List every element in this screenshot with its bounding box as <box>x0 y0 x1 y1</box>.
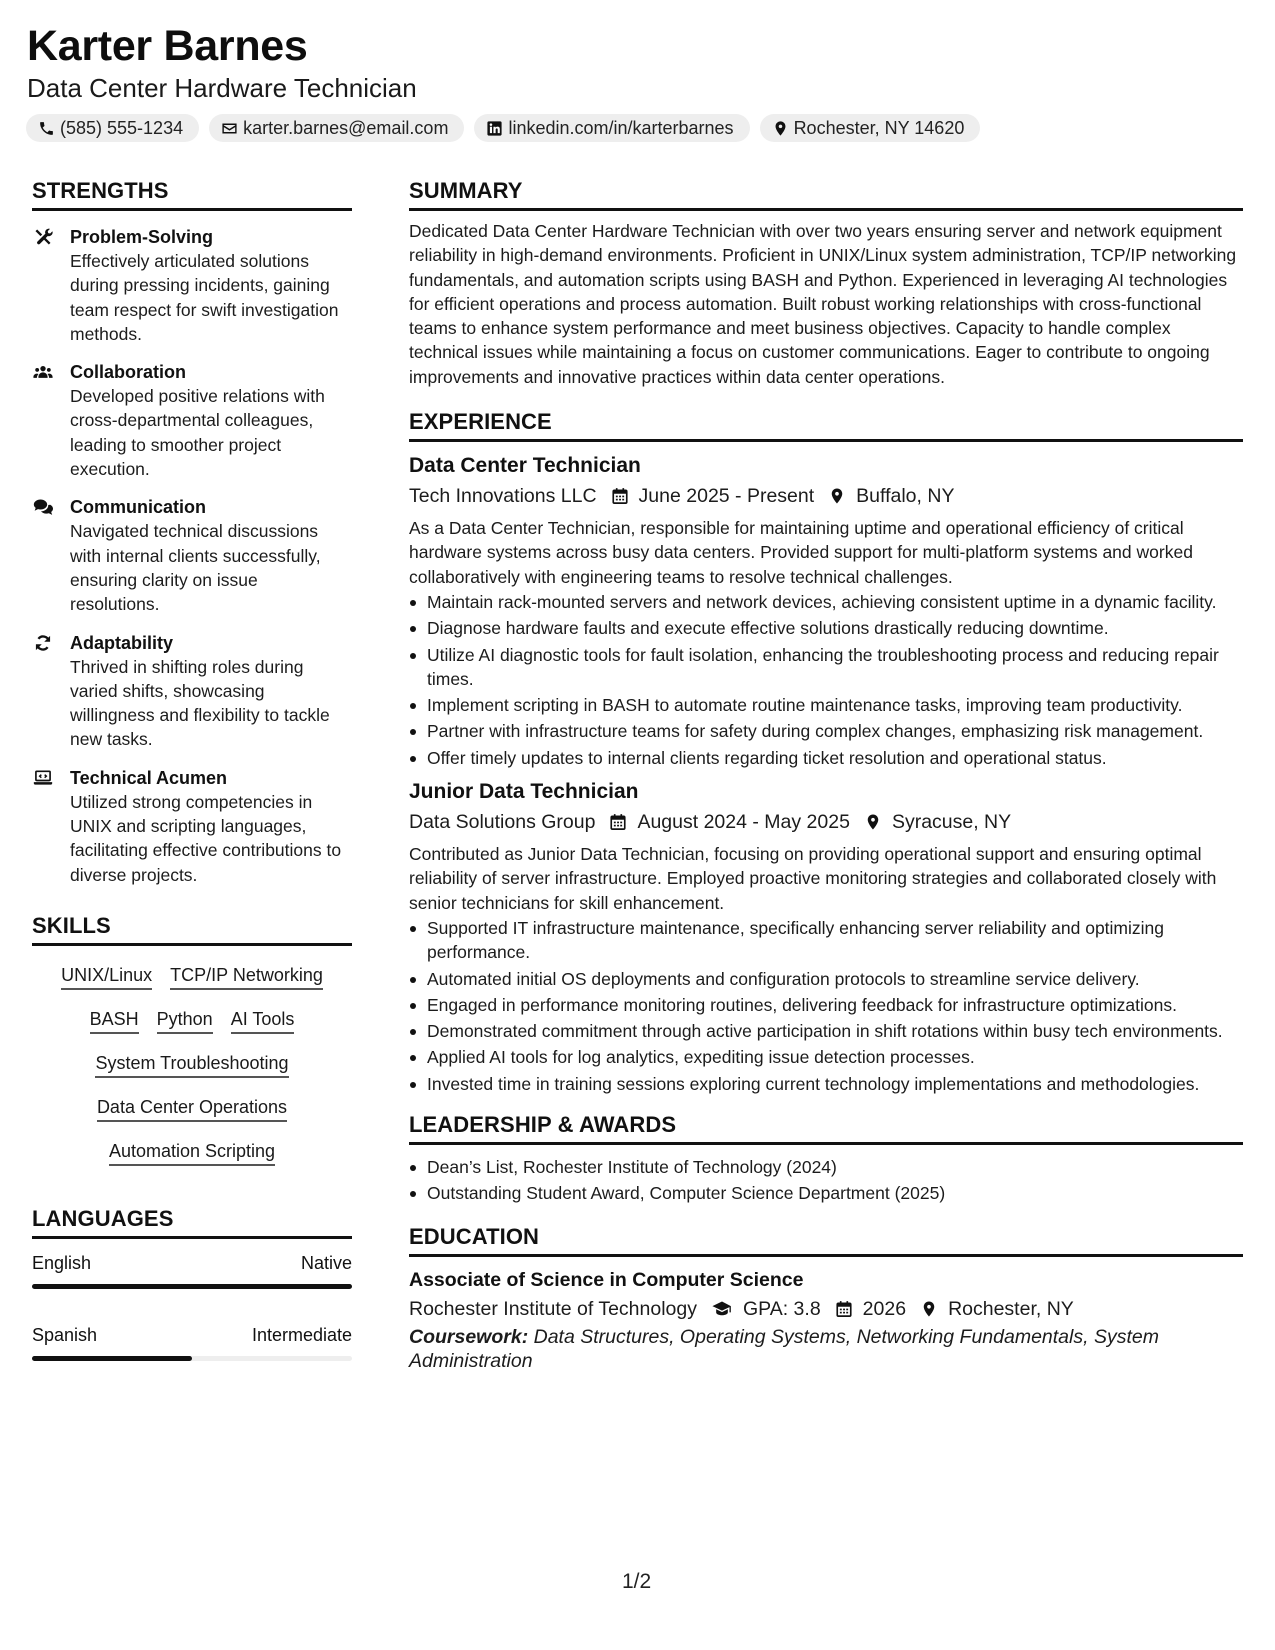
strength-item <box>32 631 352 752</box>
skill-tag: TCP/IP Networking <box>170 964 323 990</box>
calendar-icon <box>835 1300 853 1318</box>
language-proficiency-fill <box>32 1356 192 1361</box>
skill-tag: System Troubleshooting <box>95 1052 288 1078</box>
strength-desc: Thrived in shifting roles during varied shifts, showcasing willingness and flexibility to tackle new tasks. <box>70 656 330 750</box>
skills-list <box>32 960 352 1166</box>
gpa: GPA: 3.8 <box>742 1297 821 1320</box>
phone-chip[interactable] <box>26 114 199 142</box>
school-name: Rochester Institute of Technology <box>409 1297 697 1320</box>
job-title: Junior Data Technician <box>409 780 639 804</box>
job-bullet: Utilize AI diagnostic tools for fault isolation, enhancing the troubleshooting process and reducing repair times. <box>409 643 1243 692</box>
phone-text: (585) 555-1234 <box>60 117 184 138</box>
job-bullet: Supported IT infrastructure maintenance, specifically enhancing server reliability and optimizing performance. <box>409 916 1243 965</box>
linkedin-chip[interactable] <box>474 114 749 142</box>
strength-item <box>32 225 352 346</box>
job-dates: June 2025 - Present <box>638 485 815 508</box>
job-bullet: Offer timely updates to internal clients regarding ticket resolution and operational status. <box>409 746 1243 770</box>
degree-title: Associate of Science in Computer Science <box>409 1268 804 1291</box>
graduation-year: 2026 <box>862 1297 907 1320</box>
job-meta <box>409 808 1243 836</box>
right-column <box>409 178 1243 1373</box>
location-text: Rochester, NY 14620 <box>793 117 965 138</box>
location-pin-icon <box>772 120 789 137</box>
linkedin-text: linkedin.com/in/karterbarnes <box>508 117 734 138</box>
language-level: Native <box>300 1252 352 1273</box>
calendar-icon <box>611 487 629 505</box>
job-bullet: Applied AI tools for log analytics, expediting issue detection processes. <box>409 1045 1243 1069</box>
coursework-label: Coursework: <box>409 1325 529 1348</box>
linkedin-icon <box>486 120 503 137</box>
job-location: Buffalo, NY <box>856 485 955 508</box>
strength-desc: Navigated technical discussions with internal clients successfully, ensuring clarity on issue resolutions. <box>70 521 321 615</box>
job-bullet: Diagnose hardware faults and execute effective solutions drastically reducing downtime. <box>409 616 1243 640</box>
strength-desc: Developed positive relations with cross-departmental colleagues, leading to smoother project execution. <box>70 386 325 480</box>
job-bullet: Implement scripting in BASH to automate routine maintenance tasks, improving team productivity. <box>409 693 1243 717</box>
job-title-headline: Data Center Hardware Technician <box>27 73 417 103</box>
job-meta <box>409 482 1243 510</box>
job-bullet: Engaged in performance monitoring routines, delivering feedback for infrastructure optimizations. <box>409 993 1243 1017</box>
laptop-icon <box>32 768 54 788</box>
email-chip[interactable] <box>209 114 464 142</box>
job-entry <box>409 452 1243 770</box>
job-title: Data Center Technician <box>409 454 641 478</box>
skill-tag: AI Tools <box>231 1008 295 1034</box>
strength-item <box>32 360 352 481</box>
email-text: karter.barnes@email.com <box>243 117 449 138</box>
summary-heading: SUMMARY <box>409 178 1243 211</box>
job-bullets <box>409 590 1243 770</box>
strengths-heading: STRENGTHS <box>32 178 352 211</box>
location-pin-icon <box>864 813 882 831</box>
graduation-cap-icon <box>711 1299 733 1319</box>
skill-tag: BASH <box>90 1008 139 1034</box>
job-description: Contributed as Junior Data Technician, focusing on providing operational support and ensuring optimal reliability of server infrastructure. Employed proactive monitoring strategies and collaborated closely with senior technicians for skill enhancement. <box>409 844 1217 913</box>
job-dates: August 2024 - May 2025 <box>637 811 850 834</box>
job-bullet: Demonstrated commitment through active participation in shift rotations within busy tech environments. <box>409 1019 1243 1043</box>
language-name: Spanish <box>32 1324 98 1345</box>
job-bullet: Invested time in training sessions exploring current technology implementations and methodologies. <box>409 1072 1243 1096</box>
sync-icon <box>32 633 54 653</box>
calendar-icon <box>609 813 627 831</box>
job-bullet: Automated initial OS deployments and configuration protocols to streamline service delivery. <box>409 967 1243 991</box>
job-bullets <box>409 916 1243 1096</box>
company-name: Tech Innovations LLC <box>409 485 597 508</box>
skills-heading: SKILLS <box>32 913 352 946</box>
location-chip[interactable] <box>760 114 981 142</box>
strength-title: Adaptability <box>70 632 174 653</box>
job-entry <box>409 778 1243 1096</box>
language-proficiency-fill <box>32 1284 352 1289</box>
comments-icon <box>32 497 54 517</box>
school-location: Rochester, NY <box>948 1297 1074 1320</box>
page-number: 1/2 <box>622 1570 652 1593</box>
award-item: Outstanding Student Award, Computer Science Department (2025) <box>409 1181 1243 1205</box>
languages-heading: LANGUAGES <box>32 1206 352 1239</box>
strength-title: Technical Acumen <box>70 767 228 788</box>
language-proficiency-bar <box>32 1284 352 1289</box>
language-name: English <box>32 1252 92 1273</box>
language-item <box>32 1325 352 1361</box>
left-column <box>32 178 352 1397</box>
users-icon <box>32 362 54 382</box>
summary-text: Dedicated Data Center Hardware Technician with over two years ensuring server and network equipment reliability in high-demand environments. Proficient in UNIX/Linux system administration, TCP/IP networking fundamentals, and automation scripts using BASH and Python. Experienced in leveraging AI technologies for efficient operations and process automation. Built robust working relationships with cross-functional teams to enhance system performance and meet business objectives. Capacity to handle complex technical issues while maintaining a focus on customer communications. Eager to contribute to ongoing improvements and innovative practices within data center operations. <box>409 221 1237 387</box>
awards-list <box>409 1155 1243 1206</box>
job-bullet: Partner with infrastructure teams for safety during complex changes, emphasizing risk management. <box>409 719 1243 743</box>
skill-tag: Automation Scripting <box>109 1140 275 1166</box>
coursework <box>409 1325 1243 1373</box>
location-pin-icon <box>828 487 846 505</box>
language-item <box>32 1253 352 1289</box>
skill-tag: Python <box>157 1008 213 1034</box>
strength-item <box>32 766 352 887</box>
experience-heading: EXPERIENCE <box>409 409 1243 442</box>
location-pin-icon <box>920 1300 938 1318</box>
language-level: Intermediate <box>251 1324 352 1345</box>
education-meta <box>409 1295 1243 1323</box>
strength-desc: Effectively articulated solutions during pressing incidents, gaining team respect for swift investigation methods. <box>70 251 339 344</box>
job-bullet: Maintain rack-mounted servers and network devices, achieving consistent uptime in a dynamic facility. <box>409 590 1243 614</box>
tools-icon <box>32 227 54 247</box>
skill-tag: Data Center Operations <box>97 1096 287 1122</box>
job-location: Syracuse, NY <box>891 811 1012 834</box>
coursework-list: Data Structures, Operating Systems, Networking Fundamentals, System Administration <box>409 1325 1159 1372</box>
strength-title: Communication <box>70 497 207 518</box>
language-proficiency-bar <box>32 1356 352 1361</box>
strength-item <box>32 495 352 616</box>
candidate-name: Karter Barnes <box>27 22 308 70</box>
envelope-icon <box>221 120 238 137</box>
skill-tag: UNIX/Linux <box>61 964 152 990</box>
contact-bar <box>26 114 980 142</box>
strength-title: Collaboration <box>70 362 186 383</box>
leadership-heading: LEADERSHIP & AWARDS <box>409 1112 1243 1145</box>
strength-title: Problem-Solving <box>70 227 214 247</box>
award-item: Dean’s List, Rochester Institute of Technology (2024) <box>409 1155 1243 1179</box>
phone-icon <box>38 120 55 137</box>
strength-desc: Utilized strong competencies in UNIX and scripting languages, facilitating effective contributions to diverse projects. <box>70 791 342 885</box>
education-heading: EDUCATION <box>409 1224 1243 1257</box>
job-description: As a Data Center Technician, responsible for maintaining uptime and operational efficiency of critical hardware systems across busy data centers. Provided support for multi-platform systems and worked collaboratively with engineering teams to resolve technical challenges. <box>409 518 1193 587</box>
company-name: Data Solutions Group <box>409 811 596 834</box>
